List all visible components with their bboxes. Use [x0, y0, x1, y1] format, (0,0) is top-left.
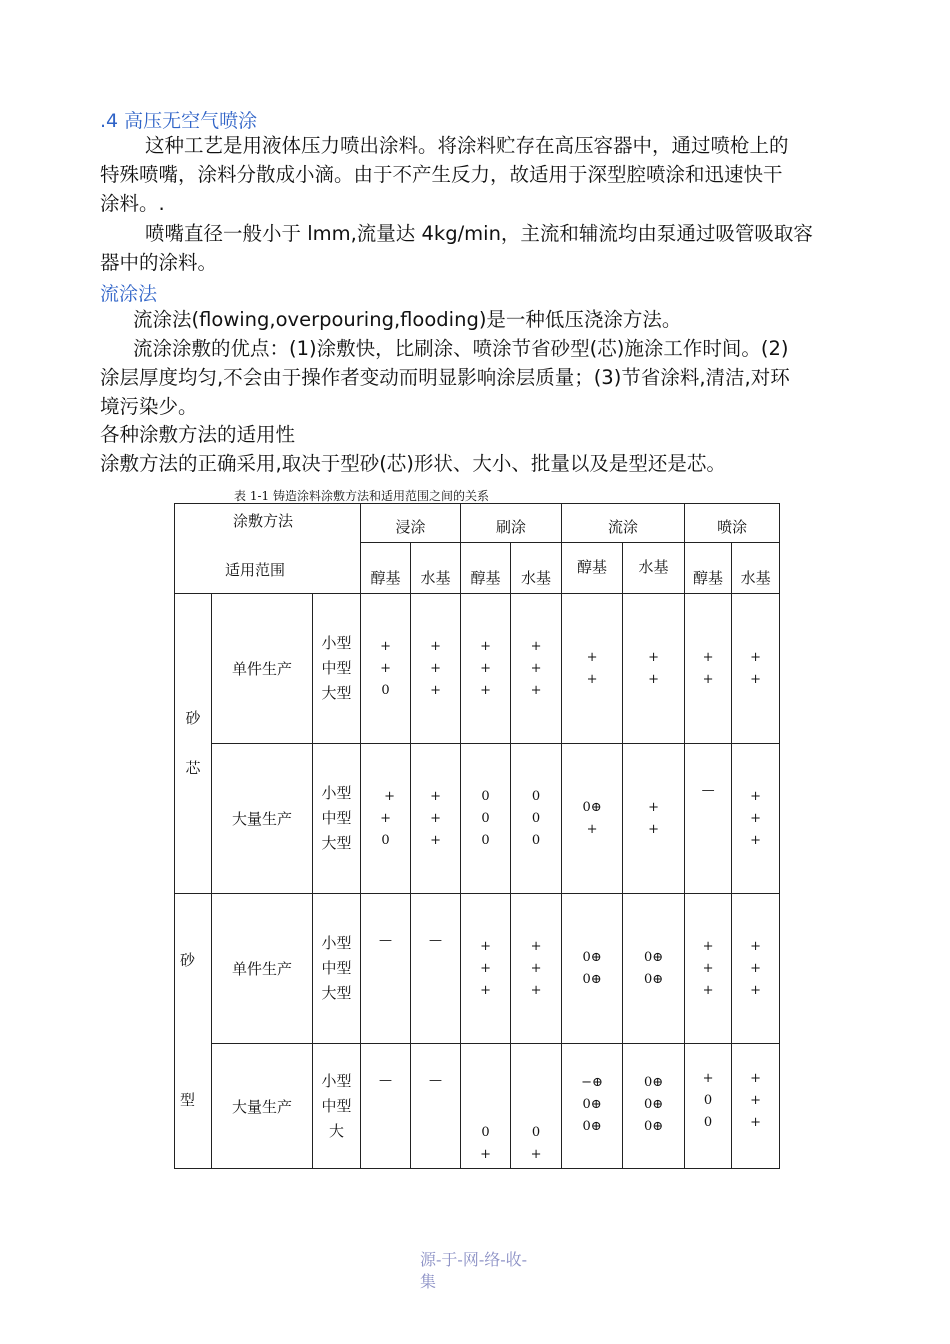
- table-cell: —: [685, 744, 732, 894]
- table-cell: 0 0 0: [461, 744, 511, 894]
- size-list: 小型 中型 大: [313, 1044, 361, 1169]
- base-header: 水基: [732, 543, 780, 594]
- table-cell: + + +: [511, 594, 562, 744]
- corner-label-range: 适用范围: [225, 561, 286, 579]
- corner-label-method: 涂敷方法: [233, 512, 294, 530]
- base-header: 醇基: [685, 543, 732, 594]
- group-label-bottom: 型: [180, 1091, 196, 1109]
- table-corner-header: [175, 504, 361, 594]
- method-header-brush: 刷涂: [461, 504, 562, 543]
- base-header: 醇基: [461, 543, 511, 594]
- text-line: 器中的涂料。: [100, 251, 218, 274]
- footer-source-note: [420, 1249, 527, 1293]
- table-cell: 0 +: [461, 1044, 511, 1169]
- table-cell: 0⊕ 0⊕: [562, 894, 623, 1044]
- table-cell: + + +: [511, 894, 562, 1044]
- coating-method-table: [174, 503, 780, 1169]
- base-header: 醇基: [361, 543, 411, 594]
- table-cell: + 0 0: [685, 1044, 732, 1169]
- table-cell: 0⊕ +: [562, 744, 623, 894]
- batch-single: 单件生产: [212, 894, 313, 1044]
- table-caption: 表 1-1 铸造涂料涂敷方法和适用范围之间的关系: [234, 489, 489, 503]
- method-header-spray: 喷涂: [685, 504, 780, 543]
- table-cell: 0⊕ 0⊕: [623, 894, 685, 1044]
- base-header: 水基: [623, 543, 685, 594]
- table-cell: —: [411, 1044, 461, 1169]
- text-line: 涂料。.: [100, 192, 165, 215]
- text-line: 境污染少。: [100, 395, 198, 418]
- batch-single: 单件生产: [212, 594, 313, 744]
- batch-mass: 大量生产: [212, 744, 313, 894]
- method-header-dip: 浸涂: [361, 504, 461, 543]
- table-cell: + + +: [411, 744, 461, 894]
- table-cell: —: [361, 1044, 411, 1169]
- size-list: 小型 中型 大型: [313, 894, 361, 1044]
- table-cell: + + 0: [361, 744, 411, 894]
- text-line: 涂层厚度均匀,不会由于操作者变动而明显影响涂层质量；(3)节省涂料,清洁,对环: [100, 366, 790, 389]
- group-label-sand-mold: [175, 894, 212, 1169]
- footer-line: 集: [420, 1272, 437, 1291]
- table-cell: + + +: [685, 894, 732, 1044]
- table-cell: 0 0 0: [511, 744, 562, 894]
- table-cell: 0⊕ 0⊕ 0⊕: [623, 1044, 685, 1169]
- base-header: 水基: [511, 543, 562, 594]
- group-label-top: 砂: [180, 951, 196, 969]
- text-line: 特殊喷嘴，涂料分散成小滴。由于不产生反力，故适用于深型腔喷涂和迅速快干: [100, 163, 783, 186]
- table-cell: + + +: [411, 594, 461, 744]
- footer-line: 源-于-网-络-收-: [420, 1250, 528, 1269]
- batch-mass: 大量生产: [212, 1044, 313, 1169]
- text-line: 涂敷方法的正确采用,取决于型砂(芯)形状、大小、批量以及是型还是芯。: [100, 452, 726, 475]
- table-cell: + + +: [732, 1044, 780, 1169]
- table-cell: + +: [732, 594, 780, 744]
- table-cell: + +: [623, 744, 685, 894]
- section-title-airless-spray: .4 高压无空气喷涂: [100, 110, 258, 132]
- size-list: 小型 中型 大型: [313, 744, 361, 894]
- table-cell: + +: [562, 594, 623, 744]
- table-cell: + +: [685, 594, 732, 744]
- table-cell: —: [361, 894, 411, 1044]
- section-title-suitability: 各种涂敷方法的适用性: [100, 423, 296, 446]
- table-cell: −⊕ 0⊕ 0⊕: [562, 1044, 623, 1169]
- base-header: 水基: [411, 543, 461, 594]
- section-title-flow-coating: 流涂法: [100, 283, 158, 305]
- table-cell: + + 0: [361, 594, 411, 744]
- table-cell: + + +: [732, 744, 780, 894]
- text-line: 流涂法(flowing,overpouring,flooding)是一种低压浇涂方法。: [133, 308, 682, 331]
- base-header: 醇基: [562, 543, 623, 594]
- table-cell: 0 +: [511, 1044, 562, 1169]
- table-cell: + + +: [732, 894, 780, 1044]
- table-cell: + + +: [461, 594, 511, 744]
- text-line: 喷嘴直径一般小于 lmm,流量达 4kg/min，主流和辅流均由泵通过吸管吸取容: [145, 222, 813, 245]
- table-cell: + +: [623, 594, 685, 744]
- table-cell: + + +: [461, 894, 511, 1044]
- group-label-sand-core: 砂 芯: [175, 594, 212, 894]
- size-list: 小型 中型 大型: [313, 594, 361, 744]
- table-cell: —: [411, 894, 461, 1044]
- method-header-flow: 流涂: [562, 504, 685, 543]
- text-line: 这种工艺是用液体压力喷出涂料。将涂料贮存在高压容器中，通过喷枪上的: [145, 134, 789, 157]
- text-line: 流涂涂敷的优点：(1)涂敷快，比刷涂、喷涂节省砂型(芯)施涂工作时间。(2): [133, 337, 789, 360]
